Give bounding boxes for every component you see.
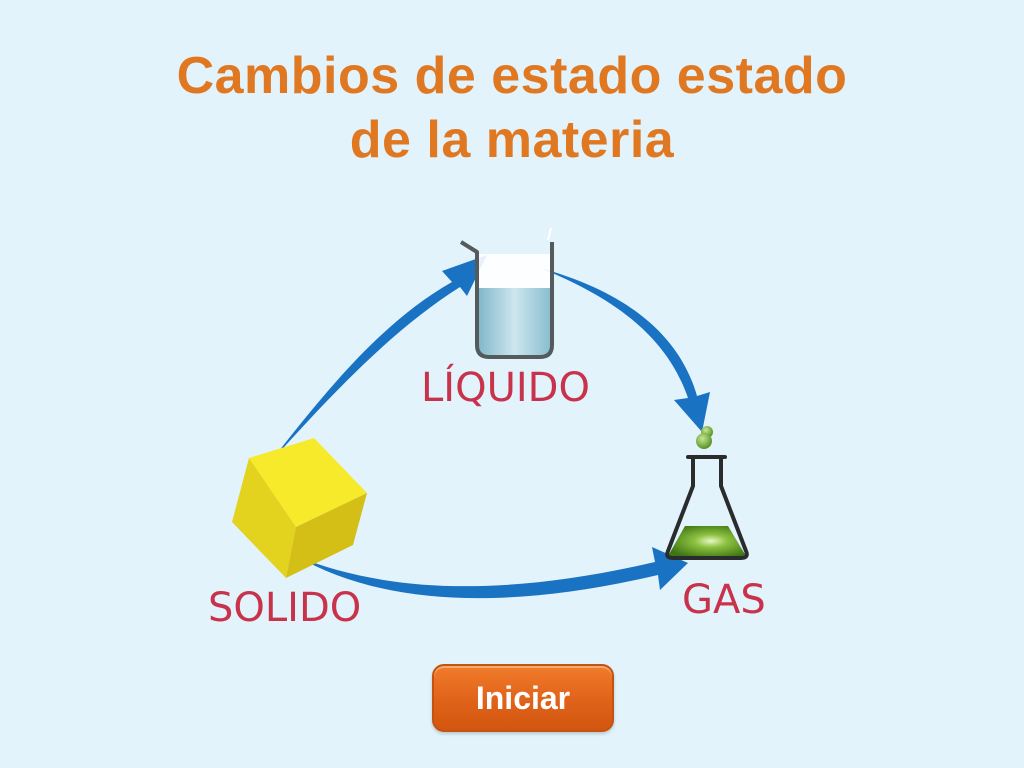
gas-label: GAS [682, 577, 766, 623]
liquid-label: LÍQUIDO [421, 365, 590, 411]
title-line-2: de la materia [349, 111, 675, 169]
start-button[interactable]: Iniciar [432, 664, 614, 732]
cube-icon [232, 438, 367, 578]
flask-icon [667, 426, 747, 558]
arrow-solid-to-liquid [268, 255, 487, 465]
solid-label: SOLIDO [208, 585, 362, 631]
beaker-icon [461, 228, 552, 357]
title-line-1: Cambios de estado estado [176, 47, 848, 105]
